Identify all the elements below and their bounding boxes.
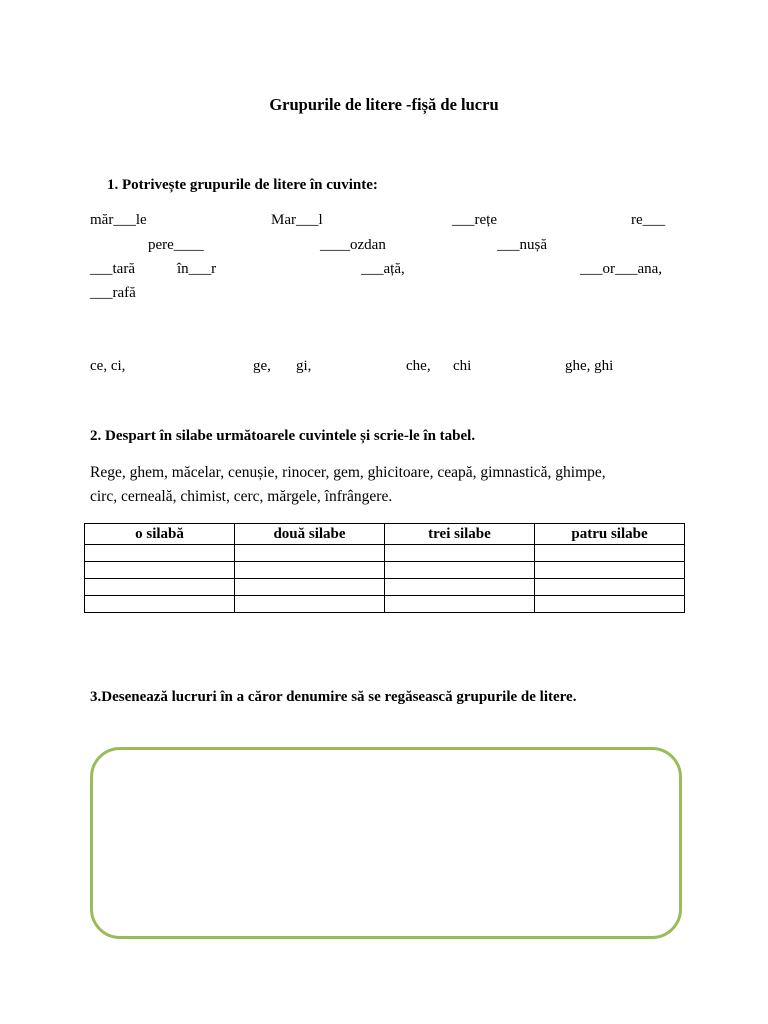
table-cell[interactable] — [85, 579, 235, 596]
header-four-syllables: patru silabe — [535, 524, 685, 545]
word-item: în___r — [177, 261, 217, 277]
word-item: ____ozdan — [320, 237, 386, 253]
word-item: ___rețe — [452, 212, 497, 228]
letter-group: ce, ci, — [90, 358, 126, 374]
table-cell[interactable] — [385, 596, 535, 613]
letter-group: ghe, ghi — [565, 358, 614, 374]
word-item: ___tară — [90, 261, 135, 277]
table-cell[interactable] — [535, 579, 685, 596]
table-row — [85, 596, 685, 613]
table-cell[interactable] — [85, 562, 235, 579]
table-cell[interactable] — [235, 562, 385, 579]
table-row — [85, 545, 685, 562]
letter-group: chi — [453, 358, 472, 374]
table-row — [85, 579, 685, 596]
word-item: Mar___l — [271, 212, 323, 228]
table-header-row — [85, 524, 685, 545]
word-item: re___ — [631, 212, 666, 228]
word-item: ___or___ana, — [580, 261, 663, 277]
exercise2-heading: 2. Despart în silabe următoarele cuvintele și scrie-le în tabel. — [90, 428, 476, 444]
exercise1-heading: 1. Potrivește grupurile de litere în cuvinte: — [107, 177, 378, 193]
letter-group: che, — [406, 358, 431, 374]
exercise3-heading: 3.Desenează lucruri în a căror denumire să se regăsească grupurile de litere. — [90, 689, 577, 705]
table-cell[interactable] — [535, 596, 685, 613]
table-cell[interactable] — [85, 545, 235, 562]
letter-group: gi, — [296, 358, 312, 374]
syllable-table — [84, 523, 685, 613]
table-cell[interactable] — [385, 545, 535, 562]
word-item: ___rafă — [90, 285, 136, 301]
exercise2-word-line-1: Rege, ghem, măcelar, cenușie, rinocer, gem, ghicitoare, ceapă, gimnastică, ghimpe, — [90, 464, 606, 481]
exercise2-word-line-2: circ, cerneală, chimist, cerc, mărgele, înfrângere. — [90, 488, 393, 505]
table-cell[interactable] — [235, 596, 385, 613]
table-cell[interactable] — [385, 579, 535, 596]
letter-group: ge, — [253, 358, 271, 374]
table-cell[interactable] — [535, 562, 685, 579]
header-two-syllables: două silabe — [235, 524, 385, 545]
word-item: pere____ — [148, 237, 204, 253]
header-three-syllables: trei silabe — [385, 524, 535, 545]
table-cell[interactable] — [235, 545, 385, 562]
table-cell[interactable] — [235, 579, 385, 596]
table-row — [85, 562, 685, 579]
word-item: ___nușă — [497, 237, 547, 253]
word-item: măr___le — [90, 212, 147, 228]
table-cell[interactable] — [385, 562, 535, 579]
page-title: Grupurile de litere -fișă de lucru — [269, 95, 499, 114]
word-item: ___ață, — [361, 261, 405, 277]
header-one-syllable: o silabă — [85, 524, 235, 545]
table-cell[interactable] — [535, 545, 685, 562]
table-cell[interactable] — [85, 596, 235, 613]
drawing-area[interactable] — [90, 747, 682, 939]
